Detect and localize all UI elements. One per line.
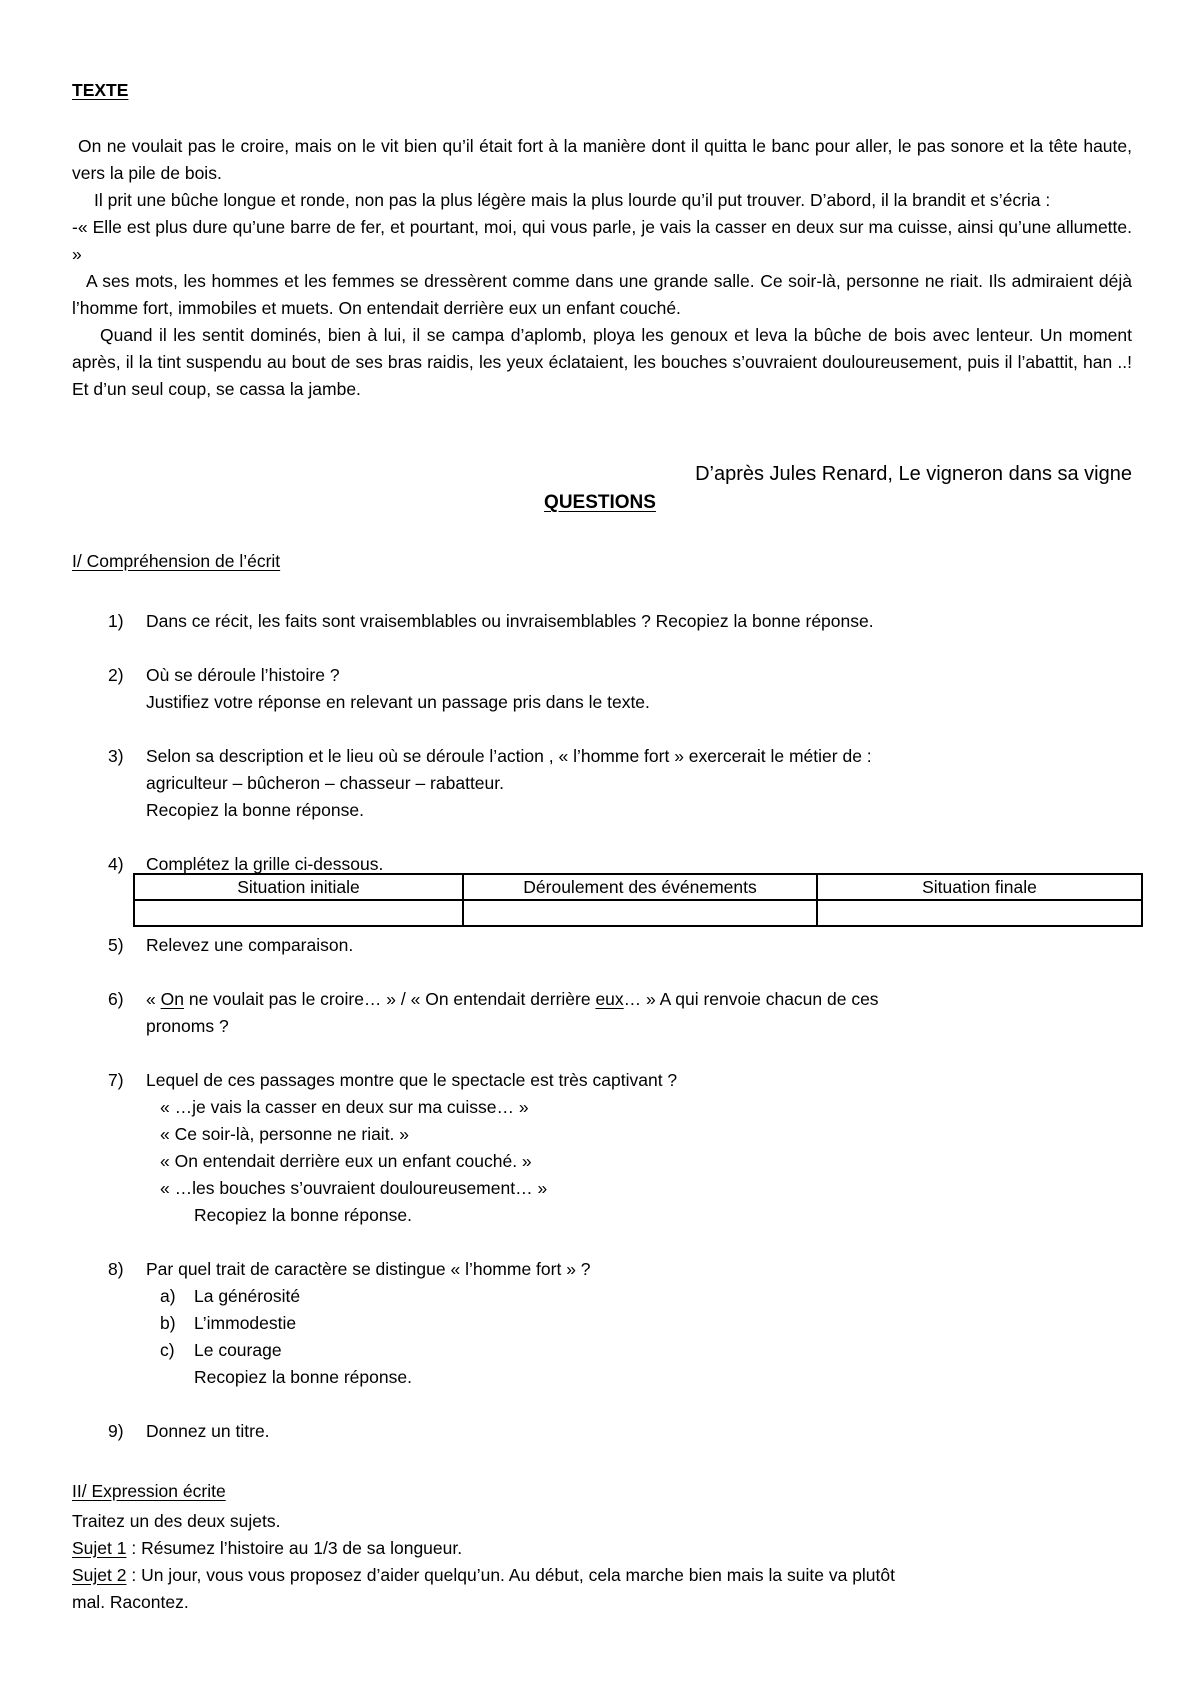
option-text: L’immodestie: [194, 1313, 297, 1333]
text-run: ne voulait pas le croire… » / « On entendait derrière: [183, 989, 596, 1009]
question-number: 4): [108, 854, 124, 874]
grid-cell: [134, 900, 463, 926]
option-label: b): [160, 1313, 176, 1333]
question-number: 1): [108, 611, 124, 631]
question-number: 9): [108, 1421, 124, 1441]
option-label: c): [160, 1340, 175, 1360]
question-text: Selon sa description et le lieu où se déroule l’action , « l’homme fort » exercerait le métier de :: [146, 746, 872, 766]
question-text: [146, 986, 879, 1013]
answer-option: « Ce soir-là, personne ne riait. »: [160, 1124, 410, 1144]
question-text: Relevez une comparaison.: [146, 935, 354, 955]
passage-paragraph: A ses mots, les hommes et les femmes se dressèrent comme dans une grande salle. Ce soir-là, personne ne riait. Ils admiraient déjà l’homme fort, immobiles et muets. On entendait derrière eux un enfant couché.: [72, 271, 1132, 318]
question-number: 2): [108, 665, 124, 685]
sujet-label: Sujet 1: [72, 1538, 127, 1558]
question-instruction: Recopiez la bonne réponse.: [194, 1205, 412, 1225]
question-instruction: Recopiez la bonne réponse.: [194, 1367, 412, 1387]
question-text: pronoms ?: [146, 1016, 229, 1036]
question-number: 3): [108, 746, 124, 766]
answer-option: [146, 1310, 591, 1337]
question-text: Par quel trait de caractère se distingue « l’homme fort » ?: [146, 1259, 591, 1279]
passage-paragraph: Il prit une bûche longue et ronde, non pas la plus légère mais la plus lourde qu’il put trouver. D’abord, il la brandit et s’écria :: [94, 190, 1051, 210]
sujet-text: : Résumez l’histoire au 1/3 de sa longueur.: [126, 1538, 463, 1558]
question-number: 7): [108, 1070, 124, 1090]
question-number: 6): [108, 989, 124, 1009]
underlined-word: eux: [595, 989, 624, 1009]
sujet-text: : Un jour, vous vous proposez d’aider quelqu’un. Au début, cela marche bien mais la suite va plutôt: [126, 1565, 895, 1585]
answer-option: « …je vais la casser en deux sur ma cuisse… »: [160, 1097, 529, 1117]
grid-header: Situation finale: [817, 874, 1142, 900]
option-text: La générosité: [194, 1286, 301, 1306]
passage-paragraph: -« Elle est plus dure qu’une barre de fer, et pourtant, moi, qui vous parle, je vais la casser en deux sur ma cuisse, ainsi qu’une allumette. »: [72, 217, 1132, 264]
question-text: Lequel de ces passages montre que le spectacle est très captivant ?: [146, 1070, 678, 1090]
grid-cell: [817, 900, 1142, 926]
answer-option: « On entendait derrière eux un enfant couché. »: [160, 1151, 532, 1171]
section2-title: II/ Expression écrite: [72, 1481, 226, 1501]
attribution: D’après Jules Renard, Le vigneron dans sa vigne: [695, 463, 1132, 485]
sujet-2-continued: mal. Racontez.: [72, 1592, 189, 1612]
question-text: Dans ce récit, les faits sont vraisemblables ou invraisemblables ? Recopiez la bonne réponse.: [146, 611, 874, 631]
question-number: 8): [108, 1259, 124, 1279]
question-text: Justifiez votre réponse en relevant un passage pris dans le texte.: [146, 692, 650, 712]
answer-option: [146, 1337, 591, 1364]
questions-title: QUESTIONS: [544, 492, 656, 513]
question-text: Donnez un titre.: [146, 1421, 270, 1441]
passage-paragraph: On ne voulait pas le croire, mais on le vit bien qu’il était fort à la manière dont il quitta le banc pour aller, le pas sonore et la tête haute, vers la pile de bois.: [72, 136, 1132, 183]
option-label: a): [160, 1286, 176, 1306]
question-text: Où se déroule l’histoire ?: [146, 665, 340, 685]
expression-intro: Traitez un des deux sujets.: [72, 1511, 281, 1531]
sujet-label: Sujet 2: [72, 1565, 127, 1585]
grid-header: Situation initiale: [134, 874, 463, 900]
option-text: Le courage: [194, 1340, 282, 1360]
answer-option: [146, 1283, 591, 1310]
sujet-2: [72, 1562, 895, 1589]
question-text: agriculteur – bûcheron – chasseur – rabatteur.: [146, 773, 504, 793]
section1-title: I/ Compréhension de l’écrit: [72, 551, 281, 571]
question-text: Recopiez la bonne réponse.: [146, 800, 364, 820]
question-text: Complétez la grille ci-dessous.: [146, 854, 384, 874]
text-run: «: [146, 989, 161, 1009]
answer-option: « …les bouches s’ouvraient douloureusement… »: [160, 1178, 548, 1198]
passage-paragraph: Quand il les sentit dominés, bien à lui, il se campa d’aplomb, ploya les genoux et leva la bûche de bois avec lenteur. Un moment après, il la tint suspendu au bout de ses bras raidis, les yeux éclataient, les bouches s’ouvraient douloureusement, puis il l’abattit, han ..! Et d’un seul coup, se cassa la jambe.: [72, 325, 1132, 399]
texte-title: TEXTE: [72, 80, 129, 100]
grid-header: Déroulement des événements: [463, 874, 817, 900]
narrative-grid: [133, 873, 1143, 927]
passage: [72, 133, 1132, 403]
underlined-word: On: [160, 989, 184, 1009]
text-run: … » A qui renvoie chacun de ces: [623, 989, 879, 1009]
question-number: 5): [108, 935, 124, 955]
sujet-1: [72, 1535, 462, 1562]
grid-cell: [463, 900, 817, 926]
